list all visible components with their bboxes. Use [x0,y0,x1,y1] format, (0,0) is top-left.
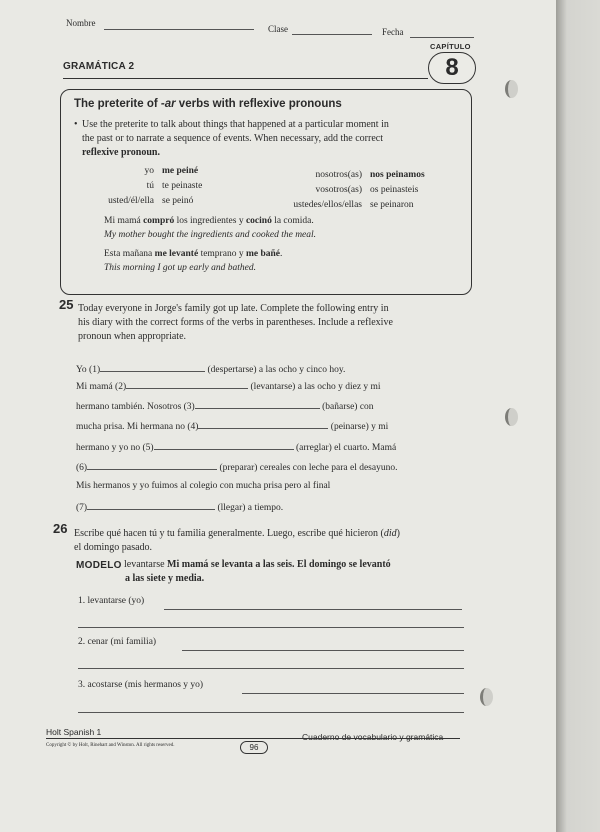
page-number: 96 [240,741,268,754]
answer-blank-2[interactable] [126,379,248,389]
footer-workbook-title: Cuaderno de vocabulario y gramática [302,732,444,742]
example-2-translation: This morning I got up early and bathed. [104,263,256,273]
footer-rule [46,738,460,739]
answer-blank-5[interactable] [154,440,294,450]
answer-blank-3[interactable] [195,399,320,409]
exercise-26-number: 26 [53,521,68,536]
exercise-25-line-1: Yo (1) (despertarse) a las ocho y cinco hoy. [76,362,345,375]
modelo-label: MODELO [76,560,122,571]
exercise-25-number: 25 [59,297,74,312]
conjugation-table-plural: nosotros(as) nos peinamos vosotros(as) os peinasteis ustedes/ellos/ellas se peinaron [293,170,425,210]
example-2: Esta mañana me levanté temprano y me bañé. [104,249,283,259]
answer-blank-1[interactable] [100,362,205,372]
item-3-answer-line-a[interactable] [242,693,464,694]
item-2-answer-line-a[interactable] [182,650,464,651]
item-2-answer-line-b[interactable] [78,668,464,669]
binder-hole-top [505,80,518,98]
grammar-explanation: Use the preterite to talk about things that happened at a particular moment in the past or to narrate a sequence of events. When necessary, add the correct reflexive pronoun. [82,119,389,158]
exercise-25-line-7: Mis hermanos y yo fuimos al colegio con mucha prisa pero al final [76,481,331,491]
exercise-25-line-6: (6) (preparar) cereales con leche para el desayuno. [76,460,397,473]
exercise-25-line-8: (7) (llegar) a tiempo. [76,500,283,513]
nombre-label: Nombre [66,18,96,28]
item-3-answer-line-b[interactable] [78,712,464,713]
footer-copyright: Copyright © by Holt, Rinehart and Winston. All rights reserved. [46,743,175,748]
conjugation-table-singular: yo me peiné tú te peinaste usted/él/ella se peinó [108,166,203,206]
clase-field[interactable] [292,34,372,35]
exercise-26-item-2: 2. cenar (mi familia) [78,637,157,647]
item-1-answer-line-b[interactable] [78,627,464,628]
exercise-25-line-4: mucha prisa. Mi hermana no (4) (peinarse) y mi [76,419,388,432]
header-rule [63,78,428,79]
footer-book-title: Holt Spanish 1 [46,727,102,737]
answer-blank-6[interactable] [87,460,217,470]
answer-blank-4[interactable] [198,419,328,429]
exercise-26-item-1: 1. levantarse (yo) [78,596,145,606]
grammar-box-title: The preterite of -ar verbs with reflexive pronouns [74,98,342,110]
exercise-25-instructions: Today everyone in Jorge's family got up late. Complete the following entry in his diary with the correct forms of the verbs in parentheses. Include a reflexive pronoun when appropriate. [78,303,393,342]
capitulo-label: CAPÍTULO [430,42,471,51]
binder-hole-bottom [480,688,493,706]
answer-blank-7[interactable] [87,500,215,510]
exercise-26-instructions: Escribe qué hacen tú y tu familia generalmente. Luego, escribe qué hicieron (did) el domingo pasado. [74,528,400,553]
fecha-label: Fecha [382,27,404,37]
modelo-example: levantarse Mi mamá se levanta a las seis. El domingo se levantó a las siete y media. [124,559,391,584]
clase-label: Clase [268,24,288,34]
nombre-field[interactable] [104,29,254,30]
binder-hole-middle [505,408,518,426]
example-1: Mi mamá compró los ingredientes y cocinó la comida. [104,216,314,226]
capitulo-number-badge: 8 [428,52,476,84]
item-1-answer-line-a[interactable] [164,609,462,610]
page-edge-shadow [556,0,600,832]
exercise-25-line-5: hermano y yo no (5) (arreglar) el cuarto. Mamá [76,440,396,453]
exercise-26-item-3: 3. acostarse (mis hermanos y yo) [78,680,204,690]
bullet-icon: • [74,119,78,130]
exercise-25-line-3: hermano también. Nosotros (3) (bañarse) con [76,399,374,412]
exercise-25-line-2: Mi mamá (2) (levantarse) a las ocho y diez y mi [76,379,381,392]
section-title: GRAMÁTICA 2 [63,61,135,72]
fecha-field[interactable] [410,37,474,38]
example-1-translation: My mother bought the ingredients and cooked the meal. [104,230,317,240]
